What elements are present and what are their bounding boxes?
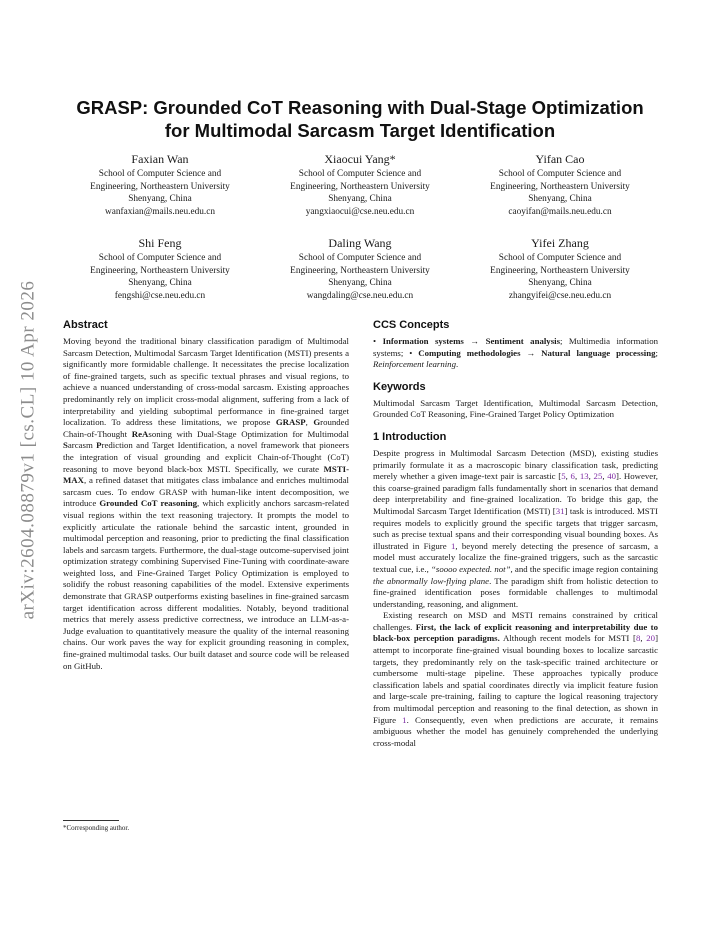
introduction-section	[373, 430, 658, 749]
figure-reference-link[interactable]: 1	[402, 714, 407, 725]
paper-title-line-2: for Multimodal Sarcasm Target Identification	[164, 120, 556, 141]
footnote-rule	[63, 820, 119, 821]
author-location: Shenyang, China	[128, 194, 192, 204]
citation-link[interactable]: 40	[607, 471, 617, 482]
author-affiliation: School of Computer Science and	[298, 169, 422, 179]
author-block	[60, 236, 260, 302]
author-location: Shenyang, China	[528, 194, 592, 204]
right-column	[373, 318, 658, 749]
figure-reference-link[interactable]: 1	[450, 540, 456, 551]
left-column	[63, 318, 349, 672]
author-location: Shenyang, China	[328, 194, 392, 204]
introduction-paragraph-2: Existing research on MSD and MSTI remains constrained by critical challenges. First, the lack of explicit reasoning and interpretability due to black-box perception paradigms. Although recent models for MSTI [8, 20] attempt to incorporate fine-grained visual bounding boxes to localize sarcastic targets, they predominantly rely on the task-specific trained architecture or cumbersome multi-stage pipeline. These approaches typically produce classification labels and spatial coordinates directly via implicit feature fusion and large-scale pre-training, failing to capture the logical reasoning trajectory from multimodal perception and reasoning to the final detection, as shown in Figure 1. Consequently, even when predictions are accurate, it remains ambiguous whether the model has genuinely comprehended the underlying cross-modal	[373, 610, 658, 748]
citation-link[interactable]: 13	[579, 471, 589, 482]
author-affiliation: Engineering, Northeastern University	[90, 265, 230, 276]
author-affiliation: School of Computer Science and	[98, 253, 222, 263]
author-name: Yifan Cao	[535, 152, 585, 166]
author-block	[460, 236, 660, 302]
author-affiliation: School of Computer Science and	[298, 253, 422, 263]
author-block	[260, 236, 460, 302]
author-name: Yifei Zhang	[531, 236, 589, 250]
introduction-heading: 1 Introduction	[373, 430, 447, 443]
abstract-heading: Abstract	[63, 319, 108, 331]
introduction-paragraph-1: Despite progress in Multimodal Sarcasm Detection (MSD), existing studies primarily formulate it as a macroscopic binary classification task, predicting merely whether a given image-text pair is sarcastic [5, 6, 13, 25, 40]. However, this coarse-grained paradigm falls fundamentally short in scenarios that demand deep interpretability and fine-grained localization. To bridge this gap, the Multimodal Sarcasm Target Identification (MSTI) [31] task is introduced. MSTI requires models to explicitly ground the specific targets that trigger sarcasm, such as precise textual spans and their corresponding visual bounding boxes. As illustrated in Figure 1, beyond merely detecting the presence of sarcasm, a model must accurately localize the fine-grained triggers, such as the sarcastic textual cue, i.e., “soooo expected. not”, and the specific image region containing the abnormally low-flying plane. The paradigm shift from holistic detection to fine-grained identification poses formidable challenges to multimodal understanding, reasoning, and alignment.	[373, 447, 659, 609]
author-affiliation: Engineering, Northeastern University	[290, 181, 430, 192]
ccs-concepts-text: • Information systems → Sentiment analysis; Multimedia information systems; • Computing methodologies → Natural language processing; Reinforcement learning.	[373, 336, 658, 370]
paper-title-line-1: GRASP: Grounded CoT Reasoning with Dual-Stage Optimization	[76, 97, 644, 118]
arxiv-identifier-stamp: arXiv:2604.08879v1 [cs.CL] 10 Apr 2026	[17, 280, 38, 620]
abstract-text: Moving beyond the traditional binary classification paradigm of Multimodal Sarcasm Detection, Multimodal Sarcasm Target Identification (MSTI) presents a significantly more formidable challenge. It necessitates the precise localization of fine-grained targets, such as specific textual phrases and visual regions, to achieve a nuanced understanding of cross-modal sarcasm. Existing approaches predominantly rely on implicit cross-modal alignment, suffering from a lack of interpretability and yielding suboptimal performance in fine-grained target localization. To address these limitations, we propose GRASP, Grounded Chain-of-Thought ReAsoning with Dual-Stage Optimization for Multimodal Sarcasm Prediction and Target Identification, a novel framework that pioneers the integration of visual grounding and explicit Chain-of-Thought (CoT) reasoning to move beyond black-box MSTI. Specifically, we curate MSTI-MAX, a refined dataset that mitigates class imbalance and enriches multimodal sarcasm cues. To endow GRASP with human-like intent decomposition, we introduce Grounded CoT reasoning, which explicitly anchors sarcasm-related visual regions within the text reasoning trajectory. It prompts the model to explicitly articulate the rationale behind the sarcastic intent, grounded in multimodal perception and reasoning, prior to predicting the final classification labels and sarcasm targets. Furthermore, the dual-stage outcome-supervised joint optimization strategy combining Supervised Fine-Tuning with coordinate-aware weighted loss, and Fine-Grained Target Policy Optimization is employed to solidify the robust reasoning capabilities of the model. Extensive experiments demonstrate that GRASP outperforms existing baselines in fine-grained sarcasm target identification across different modalities. Notably, beyond traditional metrics that merely assess predictive correctness, we introduce an LLM-as-a-Judge evaluation to quantitatively measure the quality of the internal reasoning chains. Our work paves the way for explicit grounding reasoning in complex, fine-grained multimodal tasks. Our built dataset and source code will be released on GitHub.	[63, 336, 349, 671]
author-name: Daling Wang	[328, 236, 392, 250]
author-email: caoyifan@mails.neu.edu.cn	[508, 206, 612, 217]
author-block	[60, 152, 260, 218]
author-row-2	[60, 236, 660, 302]
ccs-concepts-heading: CCS Concepts	[373, 319, 450, 331]
author-name: Faxian Wan	[131, 152, 189, 166]
author-block	[260, 152, 460, 218]
author-affiliation: Engineering, Northeastern University	[290, 265, 430, 276]
author-email: zhangyifei@cse.neu.edu.cn	[508, 290, 612, 301]
author-affiliation: School of Computer Science and	[98, 169, 222, 179]
author-name: Shi Feng	[138, 236, 182, 250]
keywords-heading: Keywords	[373, 380, 426, 393]
citation-link[interactable]: 31	[555, 505, 565, 516]
author-name: Xiaocui Yang*	[324, 152, 396, 166]
citation-link[interactable]: 8	[635, 633, 641, 644]
author-affiliation: Engineering, Northeastern University	[90, 181, 230, 192]
author-email: yangxiaocui@cse.neu.edu.cn	[305, 206, 415, 217]
author-email: fengshi@cse.neu.edu.cn	[114, 290, 206, 301]
keywords-text: Multimodal Sarcasm Target Identification, Multimodal Sarcasm Detection, Grounded CoT Reasoning, Fine-Grained Target Policy Optimization	[373, 397, 658, 420]
footnote	[63, 820, 349, 833]
author-block	[460, 152, 660, 218]
citation-link[interactable]: 20	[646, 633, 656, 644]
author-affiliation: Engineering, Northeastern University	[490, 181, 630, 192]
citation-link[interactable]: 25	[593, 471, 603, 482]
author-location: Shenyang, China	[128, 278, 192, 288]
author-row-1	[60, 152, 660, 218]
author-location: Shenyang, China	[328, 278, 392, 288]
citation-link[interactable]: 5	[561, 471, 566, 482]
keywords-section	[373, 380, 658, 421]
author-affiliation: School of Computer Science and	[498, 253, 622, 263]
author-affiliation: School of Computer Science and	[498, 169, 622, 179]
footnote-text: *Corresponding author.	[63, 824, 130, 832]
ccs-concepts-section	[373, 318, 658, 371]
author-email: wangdaling@cse.neu.edu.cn	[306, 290, 414, 301]
citation-link[interactable]: 6	[570, 471, 575, 482]
author-affiliation: Engineering, Northeastern University	[490, 265, 630, 276]
paper-title	[60, 96, 660, 142]
author-location: Shenyang, China	[528, 278, 592, 288]
author-email: wanfaxian@mails.neu.edu.cn	[104, 206, 215, 217]
